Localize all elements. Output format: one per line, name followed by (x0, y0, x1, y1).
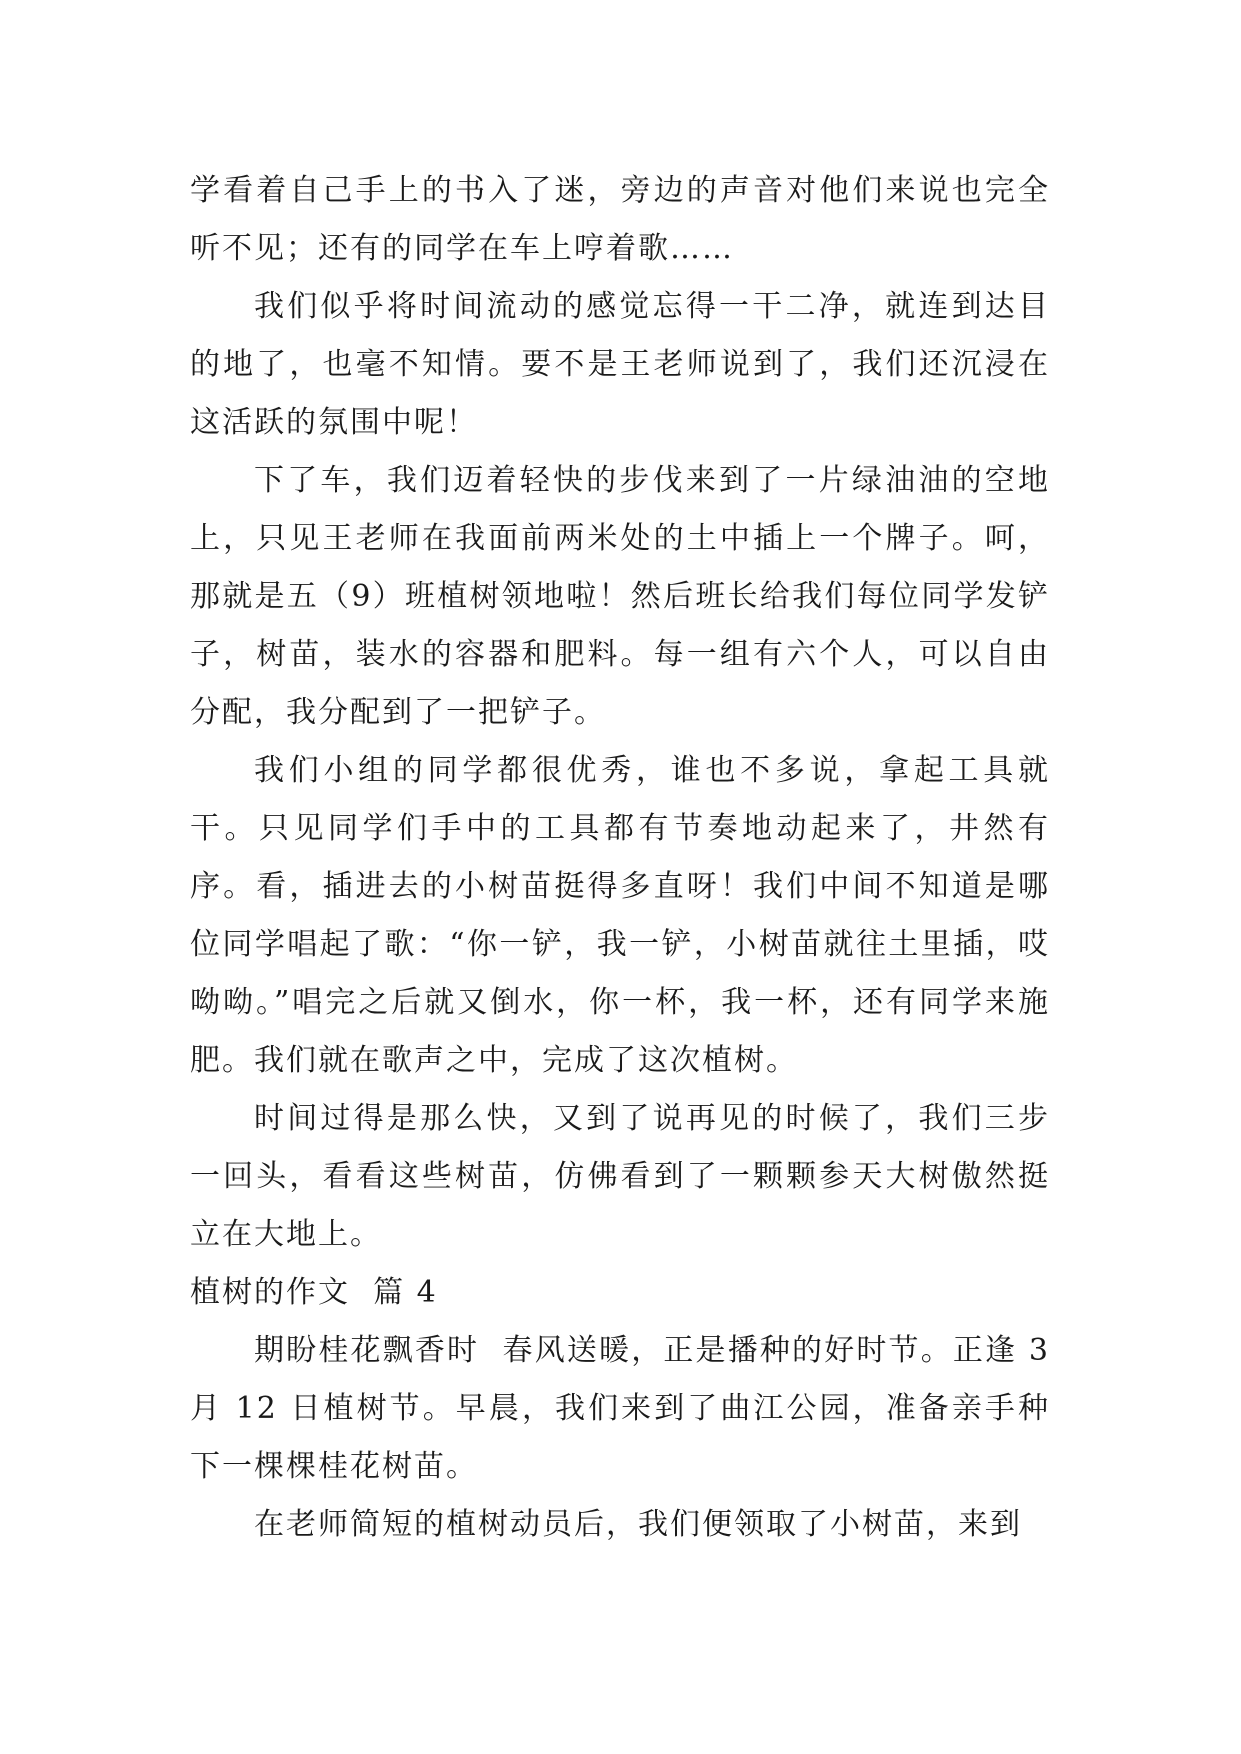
paragraph: 我们小组的同学都很优秀，谁也不多说，拿起工具就干。只见同学们手中的工具都有节奏地动起来了，井然有序。看，插进去的小树苗挺得多直呀！我们中间不知道是哪位同学唱起了歌：“你一铲，我一铲，小树苗就往土里插，哎呦呦。”唱完之后就又倒水，你一杯，我一杯，还有同学来施肥。我们就在歌声之中，完成了这次植树。 (190, 753, 1050, 1078)
section-heading: 植树的作文 篇 4 (190, 1275, 438, 1310)
paragraph: 在老师简短的植树动员后，我们便领取了小树苗，来到 (254, 1507, 1022, 1542)
paragraph: 我们似乎将时间流动的感觉忘得一干二净，就连到达目的地了，也毫不知情。要不是王老师说到了，我们还沉浸在这活跃的氛围中呢！ (190, 289, 1050, 440)
document-body (190, 162, 1062, 1554)
paragraph: 下了车，我们迈着轻快的步伐来到了一片绿油油的空地上，只见王老师在我面前两米处的土中插上一个牌子。呵，那就是五（9）班植树领地啦！然后班长给我们每位同学发铲子，树苗，装水的容器和肥料。每一组有六个人，可以自由分配，我分配到了一把铲子。 (190, 463, 1050, 730)
paragraph: 期盼桂花飘香时 春风送暖，正是播种的好时节。正逢 3 月 12 日植树节。早晨，我们来到了曲江公园，准备亲手种下一棵棵桂花树苗。 (190, 1333, 1062, 1484)
paragraph: 时间过得是那么快，又到了说再见的时候了，我们三步一回头，看看这些树苗，仿佛看到了一颗颗参天大树傲然挺立在大地上。 (190, 1101, 1050, 1252)
paragraph: 学看着自己手上的书入了迷，旁边的声音对他们来说也完全听不见；还有的同学在车上哼着歌…… (190, 173, 1050, 266)
